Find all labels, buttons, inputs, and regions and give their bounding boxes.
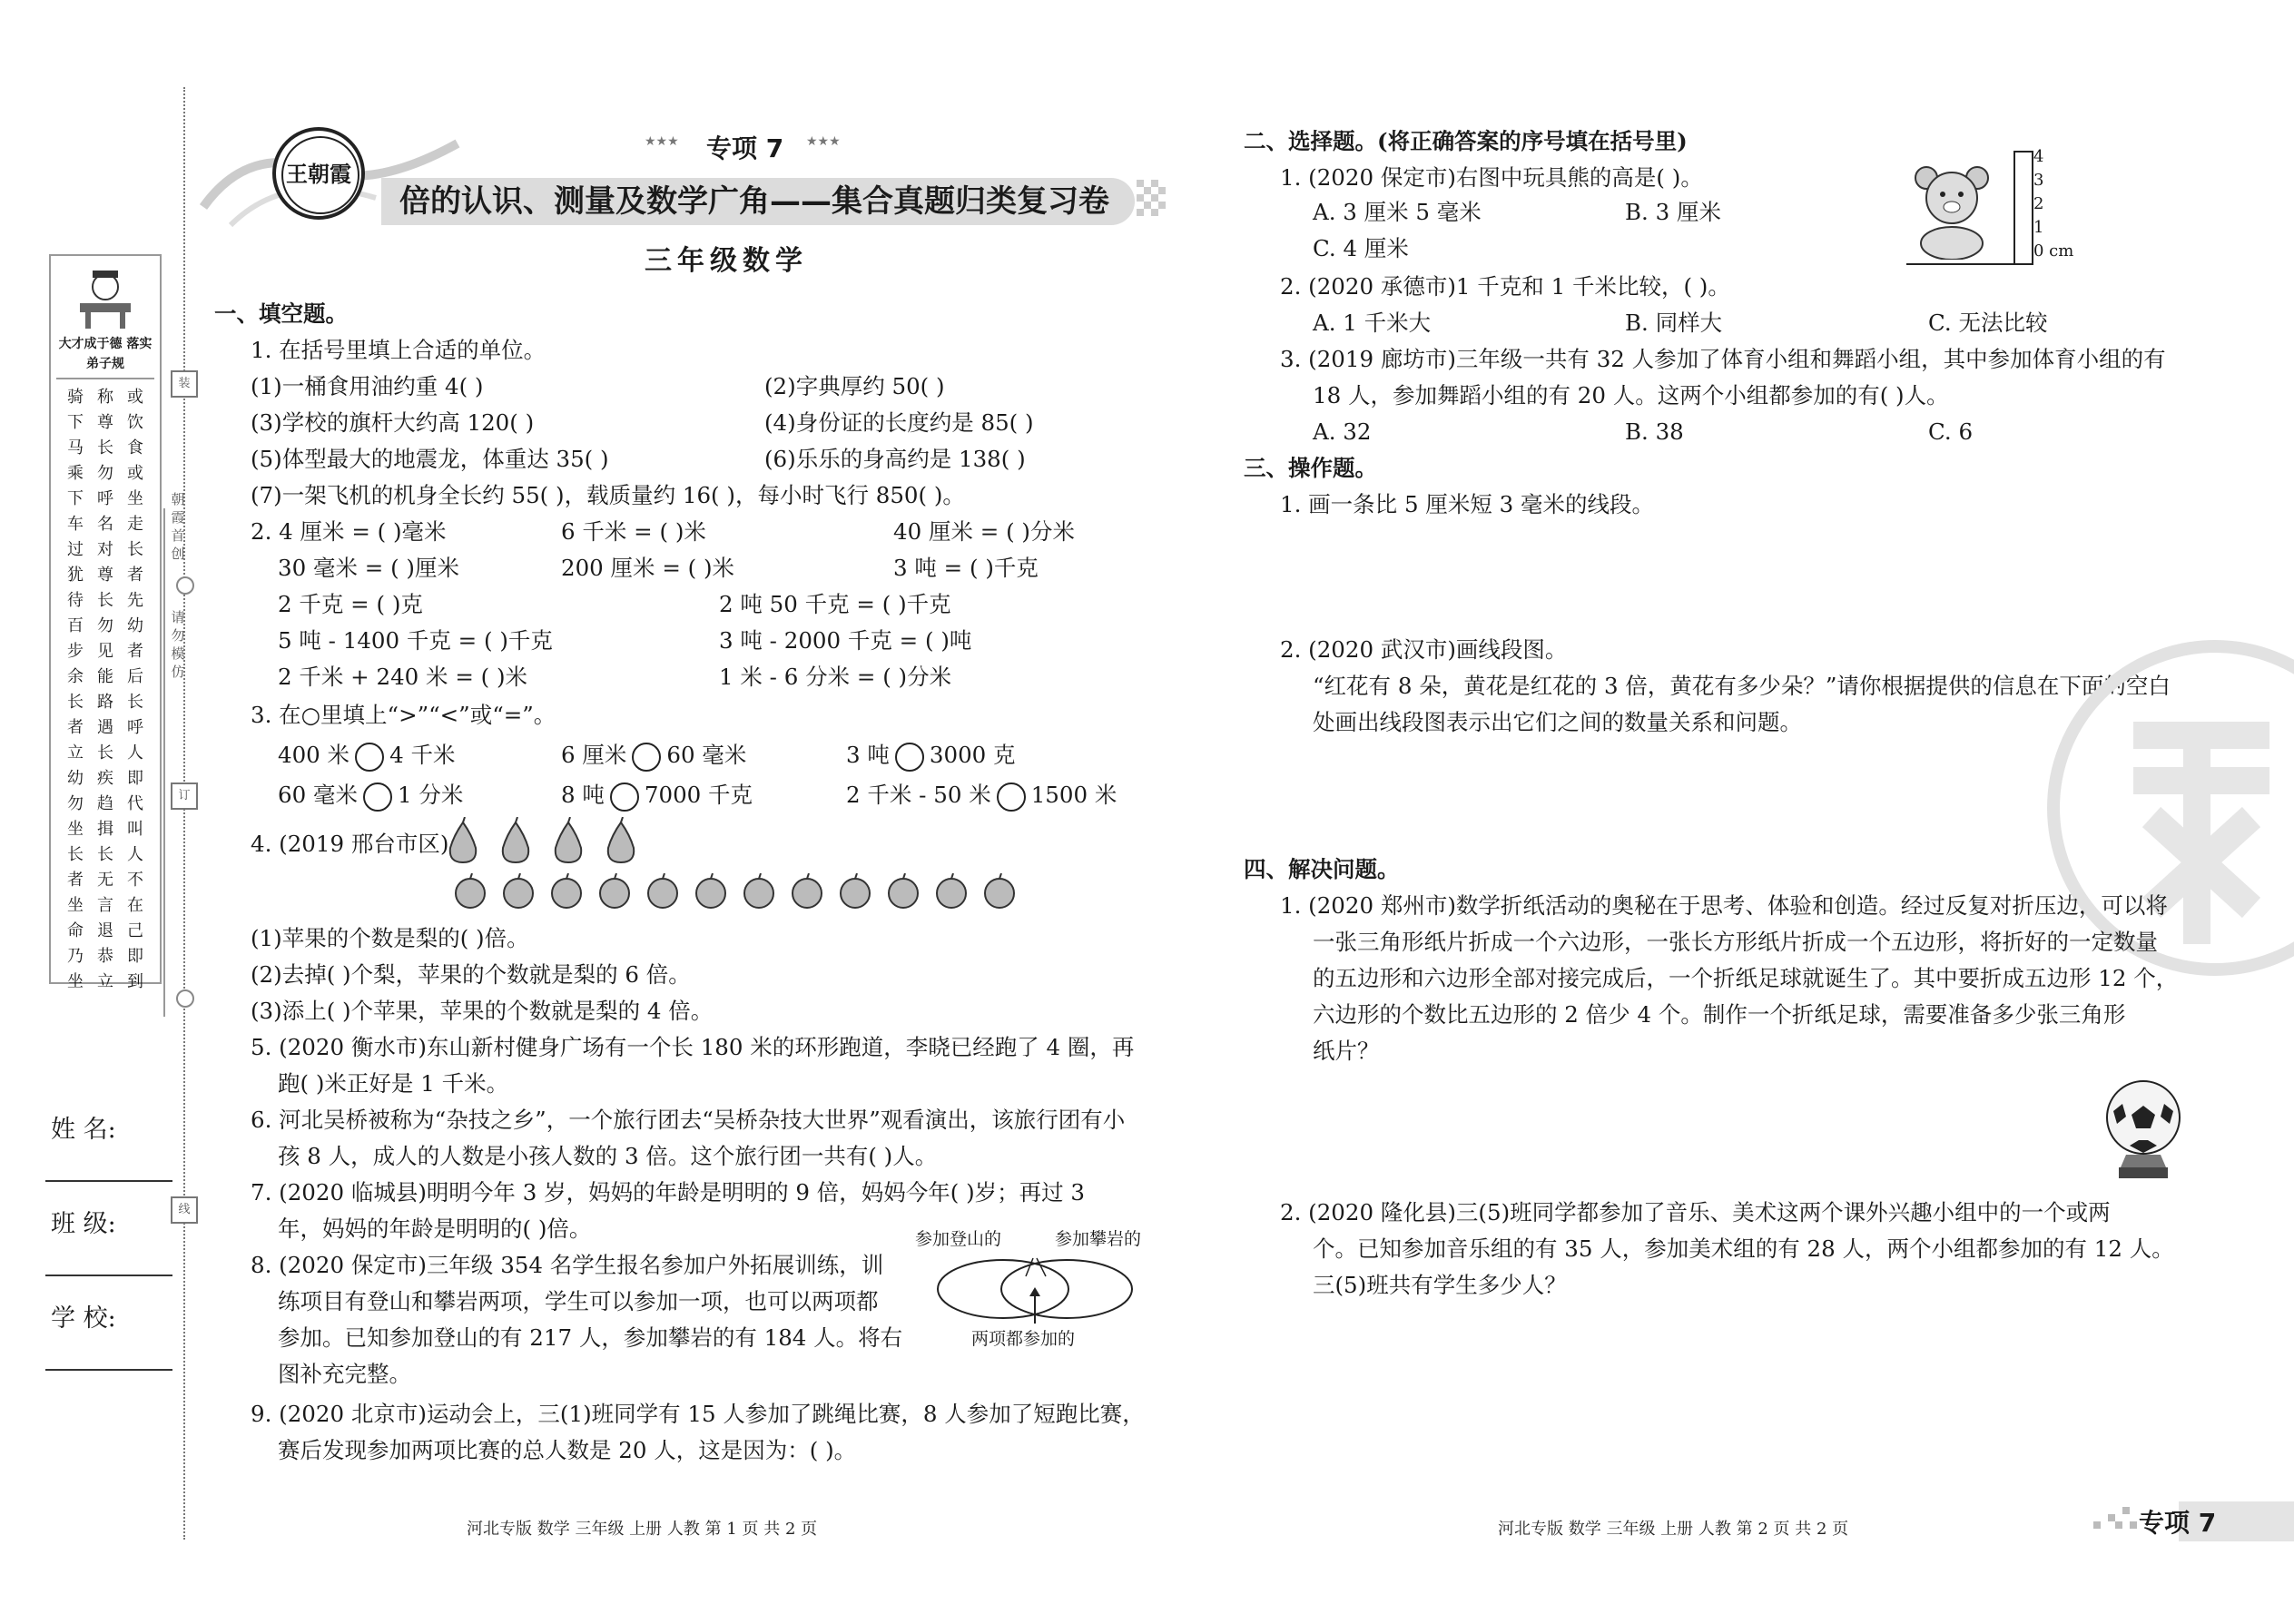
footer-right: 河北专版 数学 三年级 上册 人教 第 2 页 共 2 页 <box>1498 1520 1849 1539</box>
apple-icon <box>985 873 1014 908</box>
q8-line-1: 8. (2020 保定市)三年级 354 名学生报名参加户外拓展训练，训 <box>251 1252 884 1278</box>
motto-box <box>49 254 162 991</box>
logo-text: 王朝霞 <box>286 161 351 187</box>
venn-label-right: 参加攀岩的 <box>1055 1229 1142 1249</box>
c3-option-a[interactable]: A. 32 <box>1313 418 1372 445</box>
binding-dotted-line <box>183 87 185 1540</box>
compare-circle[interactable] <box>363 782 392 812</box>
binding-solid-line <box>163 508 165 1017</box>
binding-badge-1: 装 <box>171 370 198 398</box>
q1-item-4: (4)身份证的长度约是 85( ) <box>764 409 1034 436</box>
name-field[interactable] <box>45 1180 172 1182</box>
c1-stem: 1. (2020 保定市)右图中玩具熊的高是( )。 <box>1280 164 1703 191</box>
p1-line-1: 1. (2020 郑州市)数学折纸活动的奥秘在于思考、体验和创造。经过反复对折压边，可以将 <box>1280 892 2168 919</box>
venn-label-bottom: 两项都参加的 <box>971 1329 1076 1349</box>
q8-line-4: 图补充完整。 <box>278 1361 411 1387</box>
binding-hole-2 <box>176 989 194 1008</box>
c3-line-1: 3. (2019 廊坊市)三年级一共有 32 人参加了体育小组和舞蹈小组，其中参加体育小组的有 <box>1280 346 2166 372</box>
apple-icon <box>841 873 870 908</box>
ruler <box>2013 151 2033 265</box>
c3-option-b[interactable]: B. 38 <box>1625 418 1684 445</box>
q6-line-1: 6. 河北吴桥被称为“杂技之乡”，一个旅行团去“吴桥杂技大世界”观看演出，该旅行团有小 <box>251 1107 1126 1133</box>
corner-checker <box>2093 1507 2137 1536</box>
q2-r2-c2: 200 厘米 = ( )米 <box>561 555 735 581</box>
footer-left: 河北专版 数学 三年级 上册 人教 第 1 页 共 2 页 <box>467 1520 818 1539</box>
p1-line-4: 六边形的个数比五边形的 2 倍少 4 个。制作一个折纸足球，需要准备多少张三角形 <box>1313 1001 2126 1028</box>
pear-icon <box>450 817 476 862</box>
q1-item-7: (7)一架飞机的机身全长约 55( )，载质量约 16( )，每小时飞行 850( )。 <box>251 482 965 508</box>
q3-item-5: 8 吨 7000 千克 <box>561 779 753 812</box>
q9-line-1: 9. (2020 北京市)运动会上，三(1)班同学有 15 人参加了跳绳比赛，8 人参加了短跑比赛， <box>251 1401 1145 1427</box>
q2-r1-c1: 2. 4 厘米 = ( )毫米 <box>251 518 447 545</box>
c1-option-a[interactable]: A. 3 厘米 5 毫米 <box>1313 199 1482 225</box>
name-label: 姓 名: <box>51 1116 116 1144</box>
teddy-bear-icon <box>1906 160 2006 260</box>
apple-icon <box>937 873 966 908</box>
q3-stem: 3. 在○里填上“>”“<”或“=”。 <box>251 702 556 728</box>
apple-icon <box>648 873 677 908</box>
section-badge: 专项 7 <box>706 133 784 163</box>
binding-badge-3: 线 <box>171 1196 198 1224</box>
q5-line-2: 跑( )米正好是 1 千米。 <box>278 1070 509 1097</box>
q2-r5-c1: 2 千米 + 240 米 = ( )米 <box>278 664 528 690</box>
p1-line-5: 纸片？ <box>1313 1038 1380 1064</box>
motto-column-2: 称尊长勿呼名对尊长勿见能路遇长疾趋揖长无言退恭立 <box>97 388 113 991</box>
p1-line-3: 的五边形和六边形全部对接完成后，一个折纸足球就诞生了。其中要折成五边形 12 个， <box>1313 965 2179 991</box>
q1-item-3: (3)学校的旗杆大约高 120( ) <box>251 409 535 436</box>
apples-group <box>454 873 1062 911</box>
q4-2: (2)去掉( )个梨，苹果的个数就是梨的 6 倍。 <box>251 961 691 988</box>
c2-option-c[interactable]: C. 无法比较 <box>1928 310 2048 336</box>
checker-pattern <box>1137 180 1180 223</box>
q1-item-5: (5)体型最大的地震龙，体重达 35( ) <box>251 446 609 472</box>
apple-icon <box>504 873 533 908</box>
baseline <box>1906 263 2033 265</box>
p2-line-1: 2. (2020 隆化县)三(5)班同学都参加了音乐、美术这两个课外兴趣小组中的一个或两 <box>1280 1199 2111 1225</box>
compare-circle[interactable] <box>355 743 384 772</box>
venn-circle-climbing <box>938 1260 1068 1318</box>
q5-line-1: 5. (2020 衡水市)东山新村健身广场有一个长 180 米的环形跑道，李晓已经跑了 4 圈，再 <box>251 1034 1135 1060</box>
q3-item-2: 6 厘米 60 毫米 <box>561 739 746 772</box>
pear-icon <box>556 817 581 862</box>
apple-icon <box>456 873 485 908</box>
venn-label-left: 参加登山的 <box>915 1229 1002 1249</box>
q2-r3-c1: 2 千克 = ( )克 <box>278 591 423 617</box>
venn-circle-rock <box>1001 1260 1132 1318</box>
q7-line-2: 年，妈妈的年龄是明明的( )倍。 <box>278 1216 592 1242</box>
o2-stem: 2. (2020 武汉市)画线段图。 <box>1280 636 1568 663</box>
q3-item-1: 400 米 4 千米 <box>278 739 455 772</box>
motto-column-3: 或饮食或坐走长者先幼者后长呼人即代叫人不在己即到 <box>127 388 143 991</box>
q2-r4-c1: 5 吨 - 1400 千克 = ( )千克 <box>278 627 553 654</box>
compare-circle[interactable] <box>895 743 924 772</box>
pear-icon <box>608 817 634 862</box>
binding-badge-2: 订 <box>171 782 198 810</box>
binding-hole-1 <box>176 576 194 595</box>
page-subtitle: 三年级数学 <box>645 245 808 277</box>
q9-line-2: 赛后发现参加两项比赛的总人数是 20 人，这是因为：( )。 <box>278 1437 857 1463</box>
apple-icon <box>600 873 629 908</box>
q1-item-6: (6)乐乐的身高约是 138( ) <box>764 446 1026 472</box>
q2-r4-c2: 3 吨 - 2000 千克 = ( )吨 <box>719 627 972 654</box>
q8-line-2: 练项目有登山和攀岩两项，学生可以参加一项，也可以两项都 <box>278 1288 879 1314</box>
c1-option-c[interactable]: C. 4 厘米 <box>1313 235 1409 261</box>
paper-soccer-ball-icon <box>2102 1077 2184 1186</box>
class-field[interactable] <box>45 1275 172 1276</box>
p2-line-2: 个。已知参加音乐组的有 35 人，参加美术组的有 28 人，两个小组都参加的有 12 人。 <box>1313 1235 2174 1262</box>
c2-option-b[interactable]: B. 同样大 <box>1625 310 1723 336</box>
c2-stem: 2. (2020 承德市)1 千克和 1 千米比较，( )。 <box>1280 273 1730 300</box>
o1-stem: 1. 画一条比 5 厘米短 3 毫米的线段。 <box>1280 491 1654 517</box>
section-2-title: 二、选择题。(将正确答案的序号填在括号里) <box>1244 128 1688 154</box>
motto-divider <box>56 378 154 379</box>
q1-stem: 1. 在括号里填上合适的单位。 <box>251 337 546 363</box>
stars-right: ★★★ <box>806 134 841 149</box>
venn-diagram <box>935 1253 1135 1325</box>
school-field[interactable] <box>45 1369 172 1371</box>
c2-option-a[interactable]: A. 1 千米大 <box>1313 310 1432 336</box>
c3-option-c[interactable]: C. 6 <box>1928 418 1974 445</box>
q3-item-6: 2 千米 - 50 米 1500 米 <box>846 779 1117 812</box>
q1-item-1: (1)一桶食用油约重 4( ) <box>251 373 484 399</box>
section-3-title: 三、操作题。 <box>1244 455 1377 481</box>
q6-line-2: 孩 8 人，成人的人数是小孩人数的 3 倍。这个旅行团一共有( )人。 <box>278 1143 938 1169</box>
q3-item-4: 60 毫米 1 分米 <box>278 779 463 812</box>
q2-r5-c2: 1 米 - 6 分米 = ( )分米 <box>719 664 952 690</box>
apple-icon <box>793 873 822 908</box>
c3-line-2: 18 人，参加舞蹈小组的有 20 人。这两个小组都参加的有( )人。 <box>1313 382 1949 408</box>
motto-top: 大才成于德 落实弟子规 <box>58 337 153 371</box>
q4-1: (1)苹果的个数是梨的( )倍。 <box>251 925 529 951</box>
q1-item-2: (2)字典厚约 50( ) <box>764 373 945 399</box>
compare-circle[interactable] <box>610 782 639 812</box>
pears-group <box>443 817 652 864</box>
corner-label: 专项 7 <box>2139 1508 2217 1538</box>
apple-icon <box>696 873 725 908</box>
q2-r3-c2: 2 吨 50 千克 = ( )千克 <box>719 591 951 617</box>
o2-line-2: 处画出线段图表示出它们之间的数量关系和问题。 <box>1313 709 1802 735</box>
q2-r2-c1: 30 毫米 = ( )厘米 <box>278 555 459 581</box>
q2-r1-c3: 40 厘米 = ( )分米 <box>893 518 1075 545</box>
class-label: 班 级: <box>51 1210 116 1238</box>
ruler-labels: 4 3 2 1 0 cm <box>2033 147 2074 261</box>
q2-r1-c2: 6 千米 = ( )米 <box>561 518 706 545</box>
vertical-note-2: 请勿模仿 <box>171 609 185 680</box>
pear-icon <box>503 817 528 862</box>
compare-circle[interactable] <box>632 743 661 772</box>
apple-icon <box>552 873 581 908</box>
vertical-note-1: 朝霞首创 <box>171 491 185 562</box>
apple-icon <box>744 873 773 908</box>
q4-3: (3)添上( )个苹果，苹果的个数就是梨的 4 倍。 <box>251 998 714 1024</box>
motto-column-1: 骑下马乘下车过犹待百步余长者立幼勿坐长者坐命乃坐 <box>67 388 84 991</box>
c1-option-b[interactable]: B. 3 厘米 <box>1625 199 1721 225</box>
child-scholar-icon <box>71 263 140 332</box>
p1-line-2: 一张三角形纸片折成一个六边形，一张长方形纸片折成一个五边形，将折好的一定数量 <box>1313 929 2158 955</box>
apple-icon <box>889 873 918 908</box>
stars-left: ★★★ <box>645 134 679 149</box>
brand-logo <box>272 127 365 220</box>
compare-circle[interactable] <box>997 782 1026 812</box>
q8-line-3: 参加。已知参加登山的有 217 人，参加攀岩的有 184 人。将右 <box>278 1324 903 1351</box>
q7-line-1: 7. (2020 临城县)明明今年 3 岁，妈妈的年龄是明明的 9 倍，妈妈今年( )岁；再过 3 <box>251 1179 1086 1206</box>
q2-r2-c3: 3 吨 = ( )千克 <box>893 555 1039 581</box>
section-4-title: 四、解决问题。 <box>1244 856 1400 882</box>
q3-item-3: 3 吨 3000 克 <box>846 739 1016 772</box>
page-title: 倍的认识、测量及数学广角——集合真题归类复习卷 <box>399 183 1109 220</box>
o2-line-1: “红花有 8 朵，黄花是红花的 3 倍，黄花有多少朵？”请你根据提供的信息在下面的空白 <box>1313 673 2171 699</box>
p2-line-3: 三(5)班共有学生多少人？ <box>1313 1272 1567 1298</box>
section-1-title: 一、填空题。 <box>214 300 348 327</box>
q4-stem: 4. (2019 邢台市区) <box>251 831 449 857</box>
school-label: 学 校: <box>51 1304 116 1333</box>
